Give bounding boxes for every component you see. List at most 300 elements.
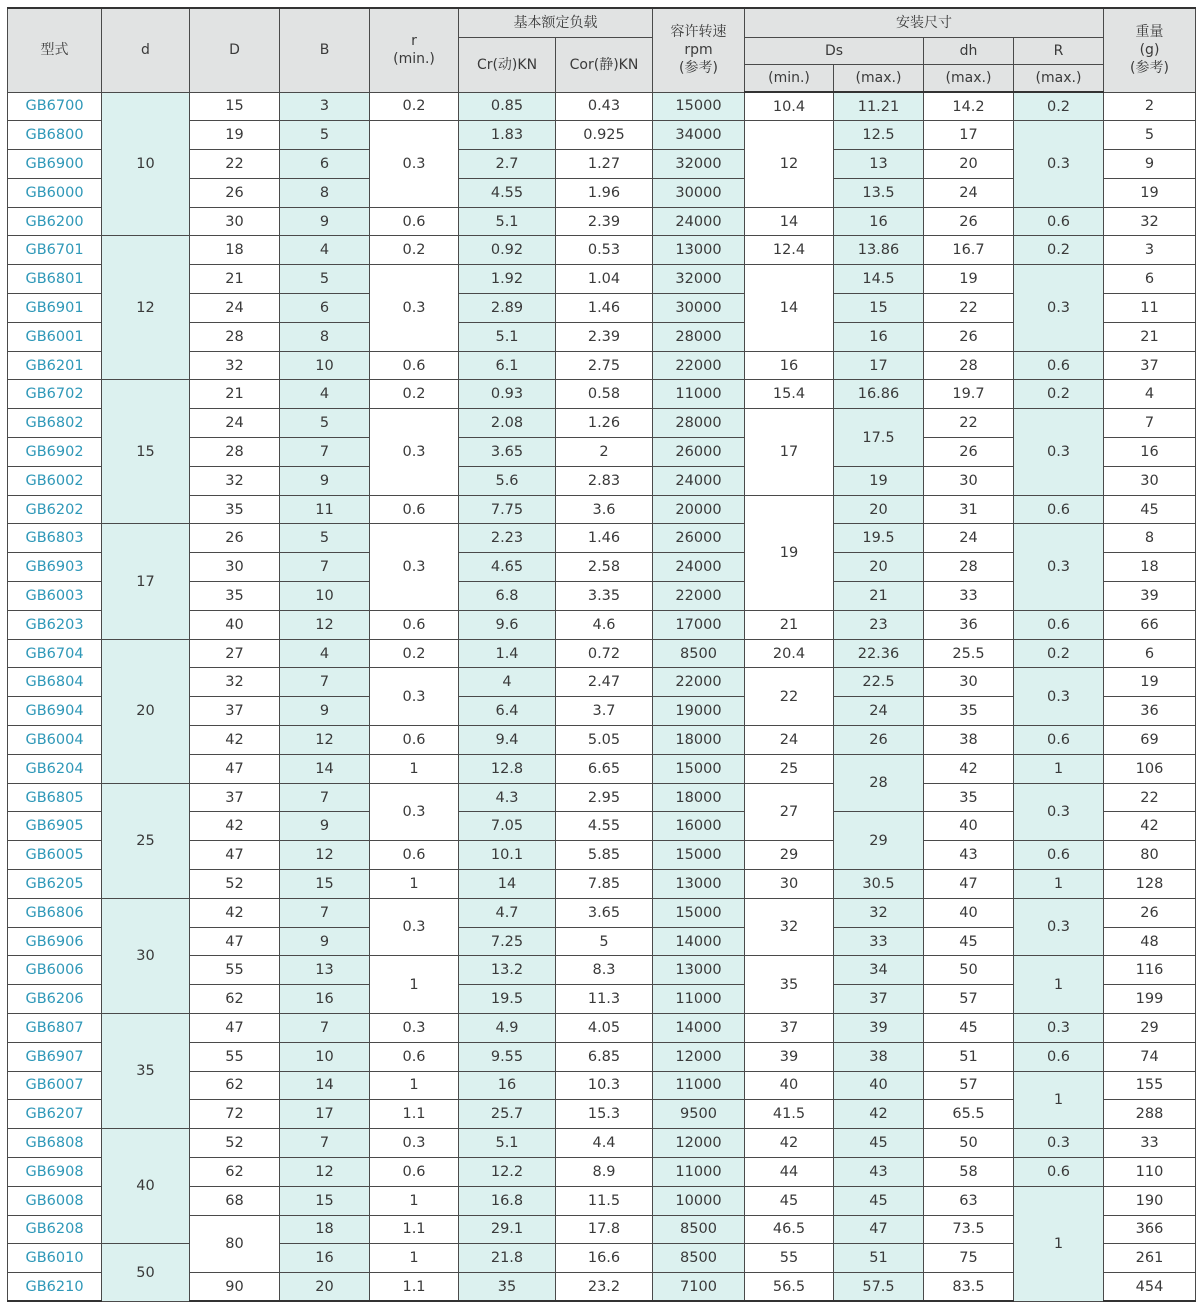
cor-cell: 2 — [556, 438, 653, 467]
cr-cell: 2.08 — [459, 409, 556, 438]
B-cell: 13 — [280, 956, 370, 985]
R-cell: 0.3 — [1014, 409, 1104, 495]
rpm-cell: 28000 — [653, 322, 745, 351]
cor-cell: 0.53 — [556, 236, 653, 265]
R-cell: 0.3 — [1014, 1014, 1104, 1043]
B-cell: 6 — [280, 150, 370, 179]
dh-cell: 26 — [924, 322, 1014, 351]
D-cell: 32 — [190, 668, 280, 697]
dh-cell: 63 — [924, 1186, 1014, 1215]
dh-cell: 25.5 — [924, 639, 1014, 668]
B-cell: 8 — [280, 322, 370, 351]
cor-cell: 3.65 — [556, 898, 653, 927]
weight-cell: 19 — [1104, 668, 1196, 697]
col-header-speed-l3: (参考) — [679, 60, 718, 77]
B-cell: 7 — [280, 668, 370, 697]
R-cell: 0.2 — [1014, 639, 1104, 668]
B-cell: 11 — [280, 495, 370, 524]
cor-cell: 4.55 — [556, 812, 653, 841]
R-cell: 1 — [1014, 870, 1104, 899]
cor-cell: 1.27 — [556, 150, 653, 179]
weight-cell: 6 — [1104, 265, 1196, 294]
dh-cell: 30 — [924, 668, 1014, 697]
r-cell: 0.2 — [370, 380, 459, 409]
rpm-cell: 14000 — [653, 1014, 745, 1043]
dsmax-cell: 17.5 — [834, 409, 924, 467]
weight-cell: 190 — [1104, 1186, 1196, 1215]
model-cell: GB6903 — [8, 553, 102, 582]
dsmax-cell: 12.5 — [834, 121, 924, 150]
B-cell: 15 — [280, 1186, 370, 1215]
model-cell: GB6200 — [8, 207, 102, 236]
R-cell: 0.6 — [1014, 207, 1104, 236]
dsmax-cell: 16.86 — [834, 380, 924, 409]
col-header-cor: Cor(静)KN — [556, 37, 653, 92]
dsmax-cell: 43 — [834, 1157, 924, 1186]
rpm-cell: 16000 — [653, 812, 745, 841]
rpm-cell: 32000 — [653, 150, 745, 179]
dsmin-cell: 25 — [745, 754, 834, 783]
D-cell: 90 — [190, 1273, 280, 1302]
dsmax-cell: 29 — [834, 812, 924, 870]
rpm-cell: 15000 — [653, 92, 745, 121]
dsmin-cell: 21 — [745, 610, 834, 639]
B-cell: 7 — [280, 438, 370, 467]
model-cell: GB6907 — [8, 1042, 102, 1071]
dh-cell: 19 — [924, 265, 1014, 294]
cor-cell: 0.925 — [556, 121, 653, 150]
model-cell: GB6201 — [8, 351, 102, 380]
dsmax-cell: 20 — [834, 553, 924, 582]
D-cell: 37 — [190, 783, 280, 812]
r-cell: 0.6 — [370, 351, 459, 380]
cr-cell: 7.05 — [459, 812, 556, 841]
weight-cell: 366 — [1104, 1215, 1196, 1244]
dh-cell: 20 — [924, 150, 1014, 179]
cor-cell: 2.75 — [556, 351, 653, 380]
model-cell: GB6808 — [8, 1129, 102, 1158]
dsmax-cell: 30.5 — [834, 870, 924, 899]
B-cell: 12 — [280, 841, 370, 870]
B-cell: 12 — [280, 1157, 370, 1186]
dh-cell: 45 — [924, 927, 1014, 956]
table-row — [8, 236, 1196, 265]
B-cell: 14 — [280, 754, 370, 783]
D-cell: 72 — [190, 1100, 280, 1129]
r-cell: 0.3 — [370, 783, 459, 841]
cr-cell: 2.89 — [459, 294, 556, 323]
bore-d-cell: 25 — [102, 783, 190, 898]
rpm-cell: 15000 — [653, 841, 745, 870]
dh-cell: 36 — [924, 610, 1014, 639]
table-row — [8, 1129, 1196, 1158]
bore-d-cell: 20 — [102, 639, 190, 783]
dsmin-cell: 45 — [745, 1186, 834, 1215]
R-cell: 0.6 — [1014, 1157, 1104, 1186]
r-cell: 0.6 — [370, 1157, 459, 1186]
rpm-cell: 26000 — [653, 524, 745, 553]
col-header-model: 型式 — [8, 8, 102, 92]
cor-cell: 1.46 — [556, 294, 653, 323]
col-header-dh-max: (max.) — [924, 64, 1014, 92]
dh-cell: 75 — [924, 1244, 1014, 1273]
dsmin-cell: 10.4 — [745, 92, 834, 121]
dsmin-cell: 17 — [745, 409, 834, 495]
R-cell: 0.6 — [1014, 726, 1104, 755]
model-cell: GB6908 — [8, 1157, 102, 1186]
D-cell: 30 — [190, 207, 280, 236]
rpm-cell: 34000 — [653, 121, 745, 150]
cr-cell: 1.4 — [459, 639, 556, 668]
cor-cell: 1.26 — [556, 409, 653, 438]
model-cell: GB6203 — [8, 610, 102, 639]
B-cell: 7 — [280, 783, 370, 812]
weight-cell: 288 — [1104, 1100, 1196, 1129]
dh-cell: 40 — [924, 812, 1014, 841]
model-cell: GB6008 — [8, 1186, 102, 1215]
r-cell: 0.6 — [370, 726, 459, 755]
D-cell: 55 — [190, 1042, 280, 1071]
B-cell: 7 — [280, 1014, 370, 1043]
D-cell: 35 — [190, 495, 280, 524]
weight-cell: 29 — [1104, 1014, 1196, 1043]
rpm-cell: 13000 — [653, 956, 745, 985]
model-cell: GB6906 — [8, 927, 102, 956]
weight-cell: 8 — [1104, 524, 1196, 553]
B-cell: 7 — [280, 1129, 370, 1158]
dh-cell: 26 — [924, 207, 1014, 236]
dh-cell: 38 — [924, 726, 1014, 755]
R-cell: 0.3 — [1014, 1129, 1104, 1158]
weight-cell: 6 — [1104, 639, 1196, 668]
dh-cell: 73.5 — [924, 1215, 1014, 1244]
D-cell: 47 — [190, 927, 280, 956]
D-cell: 55 — [190, 956, 280, 985]
model-cell: GB6202 — [8, 495, 102, 524]
D-cell: 80 — [190, 1215, 280, 1273]
spec-table-body — [8, 92, 1196, 1301]
rpm-cell: 19000 — [653, 697, 745, 726]
cor-cell: 5.85 — [556, 841, 653, 870]
D-cell: 52 — [190, 1129, 280, 1158]
cr-cell: 0.85 — [459, 92, 556, 121]
cor-cell: 3.35 — [556, 582, 653, 611]
weight-cell: 11 — [1104, 294, 1196, 323]
col-header-r — [370, 8, 459, 92]
rpm-cell: 22000 — [653, 351, 745, 380]
rpm-cell: 26000 — [653, 438, 745, 467]
D-cell: 52 — [190, 870, 280, 899]
cor-cell: 6.85 — [556, 1042, 653, 1071]
R-cell: 0.2 — [1014, 380, 1104, 409]
B-cell: 3 — [280, 92, 370, 121]
rpm-cell: 22000 — [653, 668, 745, 697]
weight-cell: 110 — [1104, 1157, 1196, 1186]
cr-cell: 35 — [459, 1273, 556, 1302]
weight-cell: 155 — [1104, 1071, 1196, 1100]
r-cell: 0.2 — [370, 92, 459, 121]
model-cell: GB6803 — [8, 524, 102, 553]
D-cell: 26 — [190, 524, 280, 553]
cor-cell: 11.5 — [556, 1186, 653, 1215]
dsmin-cell: 42 — [745, 1129, 834, 1158]
r-cell: 0.6 — [370, 495, 459, 524]
model-cell: GB6800 — [8, 121, 102, 150]
B-cell: 17 — [280, 1100, 370, 1129]
dsmax-cell: 16 — [834, 207, 924, 236]
model-cell: GB6905 — [8, 812, 102, 841]
R-cell: 1 — [1014, 1186, 1104, 1301]
dh-cell: 57 — [924, 1071, 1014, 1100]
weight-cell: 7 — [1104, 409, 1196, 438]
D-cell: 22 — [190, 150, 280, 179]
D-cell: 42 — [190, 812, 280, 841]
r-cell: 0.3 — [370, 409, 459, 495]
dsmax-cell: 22.5 — [834, 668, 924, 697]
col-header-R-max: (max.) — [1014, 64, 1104, 92]
dsmax-cell: 13 — [834, 150, 924, 179]
rpm-cell: 9500 — [653, 1100, 745, 1129]
model-cell: GB6206 — [8, 985, 102, 1014]
dsmin-cell: 29 — [745, 841, 834, 870]
col-header-D: D — [190, 8, 280, 92]
cor-cell: 15.3 — [556, 1100, 653, 1129]
cr-cell: 1.92 — [459, 265, 556, 294]
cor-cell: 0.43 — [556, 92, 653, 121]
rpm-cell: 10000 — [653, 1186, 745, 1215]
bore-d-cell: 40 — [102, 1129, 190, 1244]
B-cell: 5 — [280, 409, 370, 438]
dsmax-cell: 33 — [834, 927, 924, 956]
r-cell: 0.3 — [370, 121, 459, 207]
rpm-cell: 18000 — [653, 783, 745, 812]
B-cell: 10 — [280, 582, 370, 611]
R-cell: 0.6 — [1014, 610, 1104, 639]
r-cell: 0.3 — [370, 1129, 459, 1158]
rpm-cell: 14000 — [653, 927, 745, 956]
model-cell: GB6902 — [8, 438, 102, 467]
R-cell: 0.3 — [1014, 783, 1104, 841]
r-cell: 0.3 — [370, 265, 459, 351]
B-cell: 15 — [280, 870, 370, 899]
col-header-install: 安装尺寸 — [745, 8, 1104, 37]
rpm-cell: 7100 — [653, 1273, 745, 1302]
B-cell: 14 — [280, 1071, 370, 1100]
cor-cell: 1.46 — [556, 524, 653, 553]
weight-cell: 106 — [1104, 754, 1196, 783]
bore-d-cell: 35 — [102, 1014, 190, 1129]
weight-cell: 39 — [1104, 582, 1196, 611]
dh-cell: 57 — [924, 985, 1014, 1014]
rpm-cell: 32000 — [653, 265, 745, 294]
dsmax-cell: 38 — [834, 1042, 924, 1071]
dh-cell: 28 — [924, 351, 1014, 380]
weight-cell: 9 — [1104, 150, 1196, 179]
spec-table-container — [7, 7, 1195, 1302]
cor-cell: 1.96 — [556, 178, 653, 207]
dsmax-cell: 23 — [834, 610, 924, 639]
weight-cell: 199 — [1104, 985, 1196, 1014]
dh-cell: 35 — [924, 697, 1014, 726]
dsmax-cell: 24 — [834, 697, 924, 726]
cr-cell: 1.83 — [459, 121, 556, 150]
dsmin-cell: 46.5 — [745, 1215, 834, 1244]
cr-cell: 12.8 — [459, 754, 556, 783]
rpm-cell: 18000 — [653, 726, 745, 755]
r-cell: 0.2 — [370, 639, 459, 668]
R-cell: 1 — [1014, 1071, 1104, 1129]
dsmax-cell: 45 — [834, 1186, 924, 1215]
R-cell: 0.3 — [1014, 121, 1104, 207]
rpm-cell: 11000 — [653, 1157, 745, 1186]
cr-cell: 10.1 — [459, 841, 556, 870]
cr-cell: 13.2 — [459, 956, 556, 985]
rpm-cell: 30000 — [653, 294, 745, 323]
dsmax-cell: 32 — [834, 898, 924, 927]
dsmax-cell: 45 — [834, 1129, 924, 1158]
bore-d-cell: 15 — [102, 380, 190, 524]
cr-cell: 4.9 — [459, 1014, 556, 1043]
r-cell: 0.3 — [370, 1014, 459, 1043]
col-header-weight — [1104, 8, 1196, 92]
table-row — [8, 898, 1196, 927]
model-cell: GB6208 — [8, 1215, 102, 1244]
dh-cell: 50 — [924, 1129, 1014, 1158]
cr-cell: 4.3 — [459, 783, 556, 812]
dh-cell: 26 — [924, 438, 1014, 467]
col-header-rated-load: 基本额定负载 — [459, 8, 653, 37]
B-cell: 6 — [280, 294, 370, 323]
model-cell: GB6205 — [8, 870, 102, 899]
D-cell: 28 — [190, 322, 280, 351]
cor-cell: 17.8 — [556, 1215, 653, 1244]
cr-cell: 5.1 — [459, 207, 556, 236]
col-header-B: B — [280, 8, 370, 92]
D-cell: 32 — [190, 466, 280, 495]
cr-cell: 19.5 — [459, 985, 556, 1014]
cr-cell: 3.65 — [459, 438, 556, 467]
table-row — [8, 380, 1196, 409]
dsmin-cell: 35 — [745, 956, 834, 1014]
cor-cell: 23.2 — [556, 1273, 653, 1302]
rpm-cell: 28000 — [653, 409, 745, 438]
dsmax-cell: 15 — [834, 294, 924, 323]
rpm-cell: 12000 — [653, 1042, 745, 1071]
r-cell: 1.1 — [370, 1215, 459, 1244]
dsmax-cell: 42 — [834, 1100, 924, 1129]
B-cell: 5 — [280, 265, 370, 294]
rpm-cell: 12000 — [653, 1129, 745, 1158]
D-cell: 47 — [190, 841, 280, 870]
cr-cell: 25.7 — [459, 1100, 556, 1129]
D-cell: 19 — [190, 121, 280, 150]
D-cell: 24 — [190, 294, 280, 323]
model-cell: GB6801 — [8, 265, 102, 294]
dsmax-cell: 20 — [834, 495, 924, 524]
dsmax-cell: 13.5 — [834, 178, 924, 207]
r-cell: 1 — [370, 1244, 459, 1273]
B-cell: 9 — [280, 812, 370, 841]
r-cell: 1 — [370, 1186, 459, 1215]
cr-cell: 9.55 — [459, 1042, 556, 1071]
R-cell: 0.3 — [1014, 524, 1104, 610]
col-header-speed-l1: 容许转速 — [670, 24, 727, 41]
dsmin-cell: 41.5 — [745, 1100, 834, 1129]
D-cell: 15 — [190, 92, 280, 121]
dh-cell: 14.2 — [924, 92, 1014, 121]
col-header-ds: Ds — [745, 37, 924, 64]
D-cell: 47 — [190, 1014, 280, 1043]
model-cell: GB6001 — [8, 322, 102, 351]
rpm-cell: 24000 — [653, 207, 745, 236]
D-cell: 62 — [190, 985, 280, 1014]
weight-cell: 33 — [1104, 1129, 1196, 1158]
cr-cell: 7.25 — [459, 927, 556, 956]
cor-cell: 5.05 — [556, 726, 653, 755]
dsmin-cell: 12 — [745, 121, 834, 207]
rpm-cell: 15000 — [653, 754, 745, 783]
cor-cell: 0.58 — [556, 380, 653, 409]
B-cell: 16 — [280, 985, 370, 1014]
model-cell: GB6802 — [8, 409, 102, 438]
rpm-cell: 13000 — [653, 236, 745, 265]
dsmax-cell: 28 — [834, 754, 924, 812]
weight-cell: 261 — [1104, 1244, 1196, 1273]
D-cell: 27 — [190, 639, 280, 668]
model-cell: GB6007 — [8, 1071, 102, 1100]
D-cell: 40 — [190, 610, 280, 639]
weight-cell: 5 — [1104, 121, 1196, 150]
weight-cell: 26 — [1104, 898, 1196, 927]
table-row — [8, 92, 1196, 121]
model-cell: GB6006 — [8, 956, 102, 985]
R-cell: 1 — [1014, 754, 1104, 783]
cr-cell: 21.8 — [459, 1244, 556, 1273]
r-cell: 1.1 — [370, 1100, 459, 1129]
col-header-dh: dh — [924, 37, 1014, 64]
B-cell: 12 — [280, 726, 370, 755]
dh-cell: 24 — [924, 178, 1014, 207]
R-cell: 0.6 — [1014, 495, 1104, 524]
weight-cell: 74 — [1104, 1042, 1196, 1071]
dsmax-cell: 40 — [834, 1071, 924, 1100]
cor-cell: 4.6 — [556, 610, 653, 639]
weight-cell: 42 — [1104, 812, 1196, 841]
R-cell: 0.3 — [1014, 668, 1104, 726]
cor-cell: 8.9 — [556, 1157, 653, 1186]
B-cell: 9 — [280, 207, 370, 236]
dsmin-cell: 24 — [745, 726, 834, 755]
bore-d-cell: 30 — [102, 898, 190, 1013]
B-cell: 10 — [280, 351, 370, 380]
dsmax-cell: 14.5 — [834, 265, 924, 294]
rpm-cell: 30000 — [653, 178, 745, 207]
dsmin-cell: 15.4 — [745, 380, 834, 409]
rpm-cell: 22000 — [653, 582, 745, 611]
weight-cell: 21 — [1104, 322, 1196, 351]
col-header-weight-l3: (参考) — [1130, 60, 1169, 77]
rpm-cell: 13000 — [653, 870, 745, 899]
weight-cell: 3 — [1104, 236, 1196, 265]
col-header-r-label: r — [411, 33, 417, 50]
cr-cell: 9.6 — [459, 610, 556, 639]
D-cell: 37 — [190, 697, 280, 726]
weight-cell: 69 — [1104, 726, 1196, 755]
B-cell: 5 — [280, 121, 370, 150]
cor-cell: 10.3 — [556, 1071, 653, 1100]
dsmax-cell: 19 — [834, 466, 924, 495]
model-cell: GB6704 — [8, 639, 102, 668]
